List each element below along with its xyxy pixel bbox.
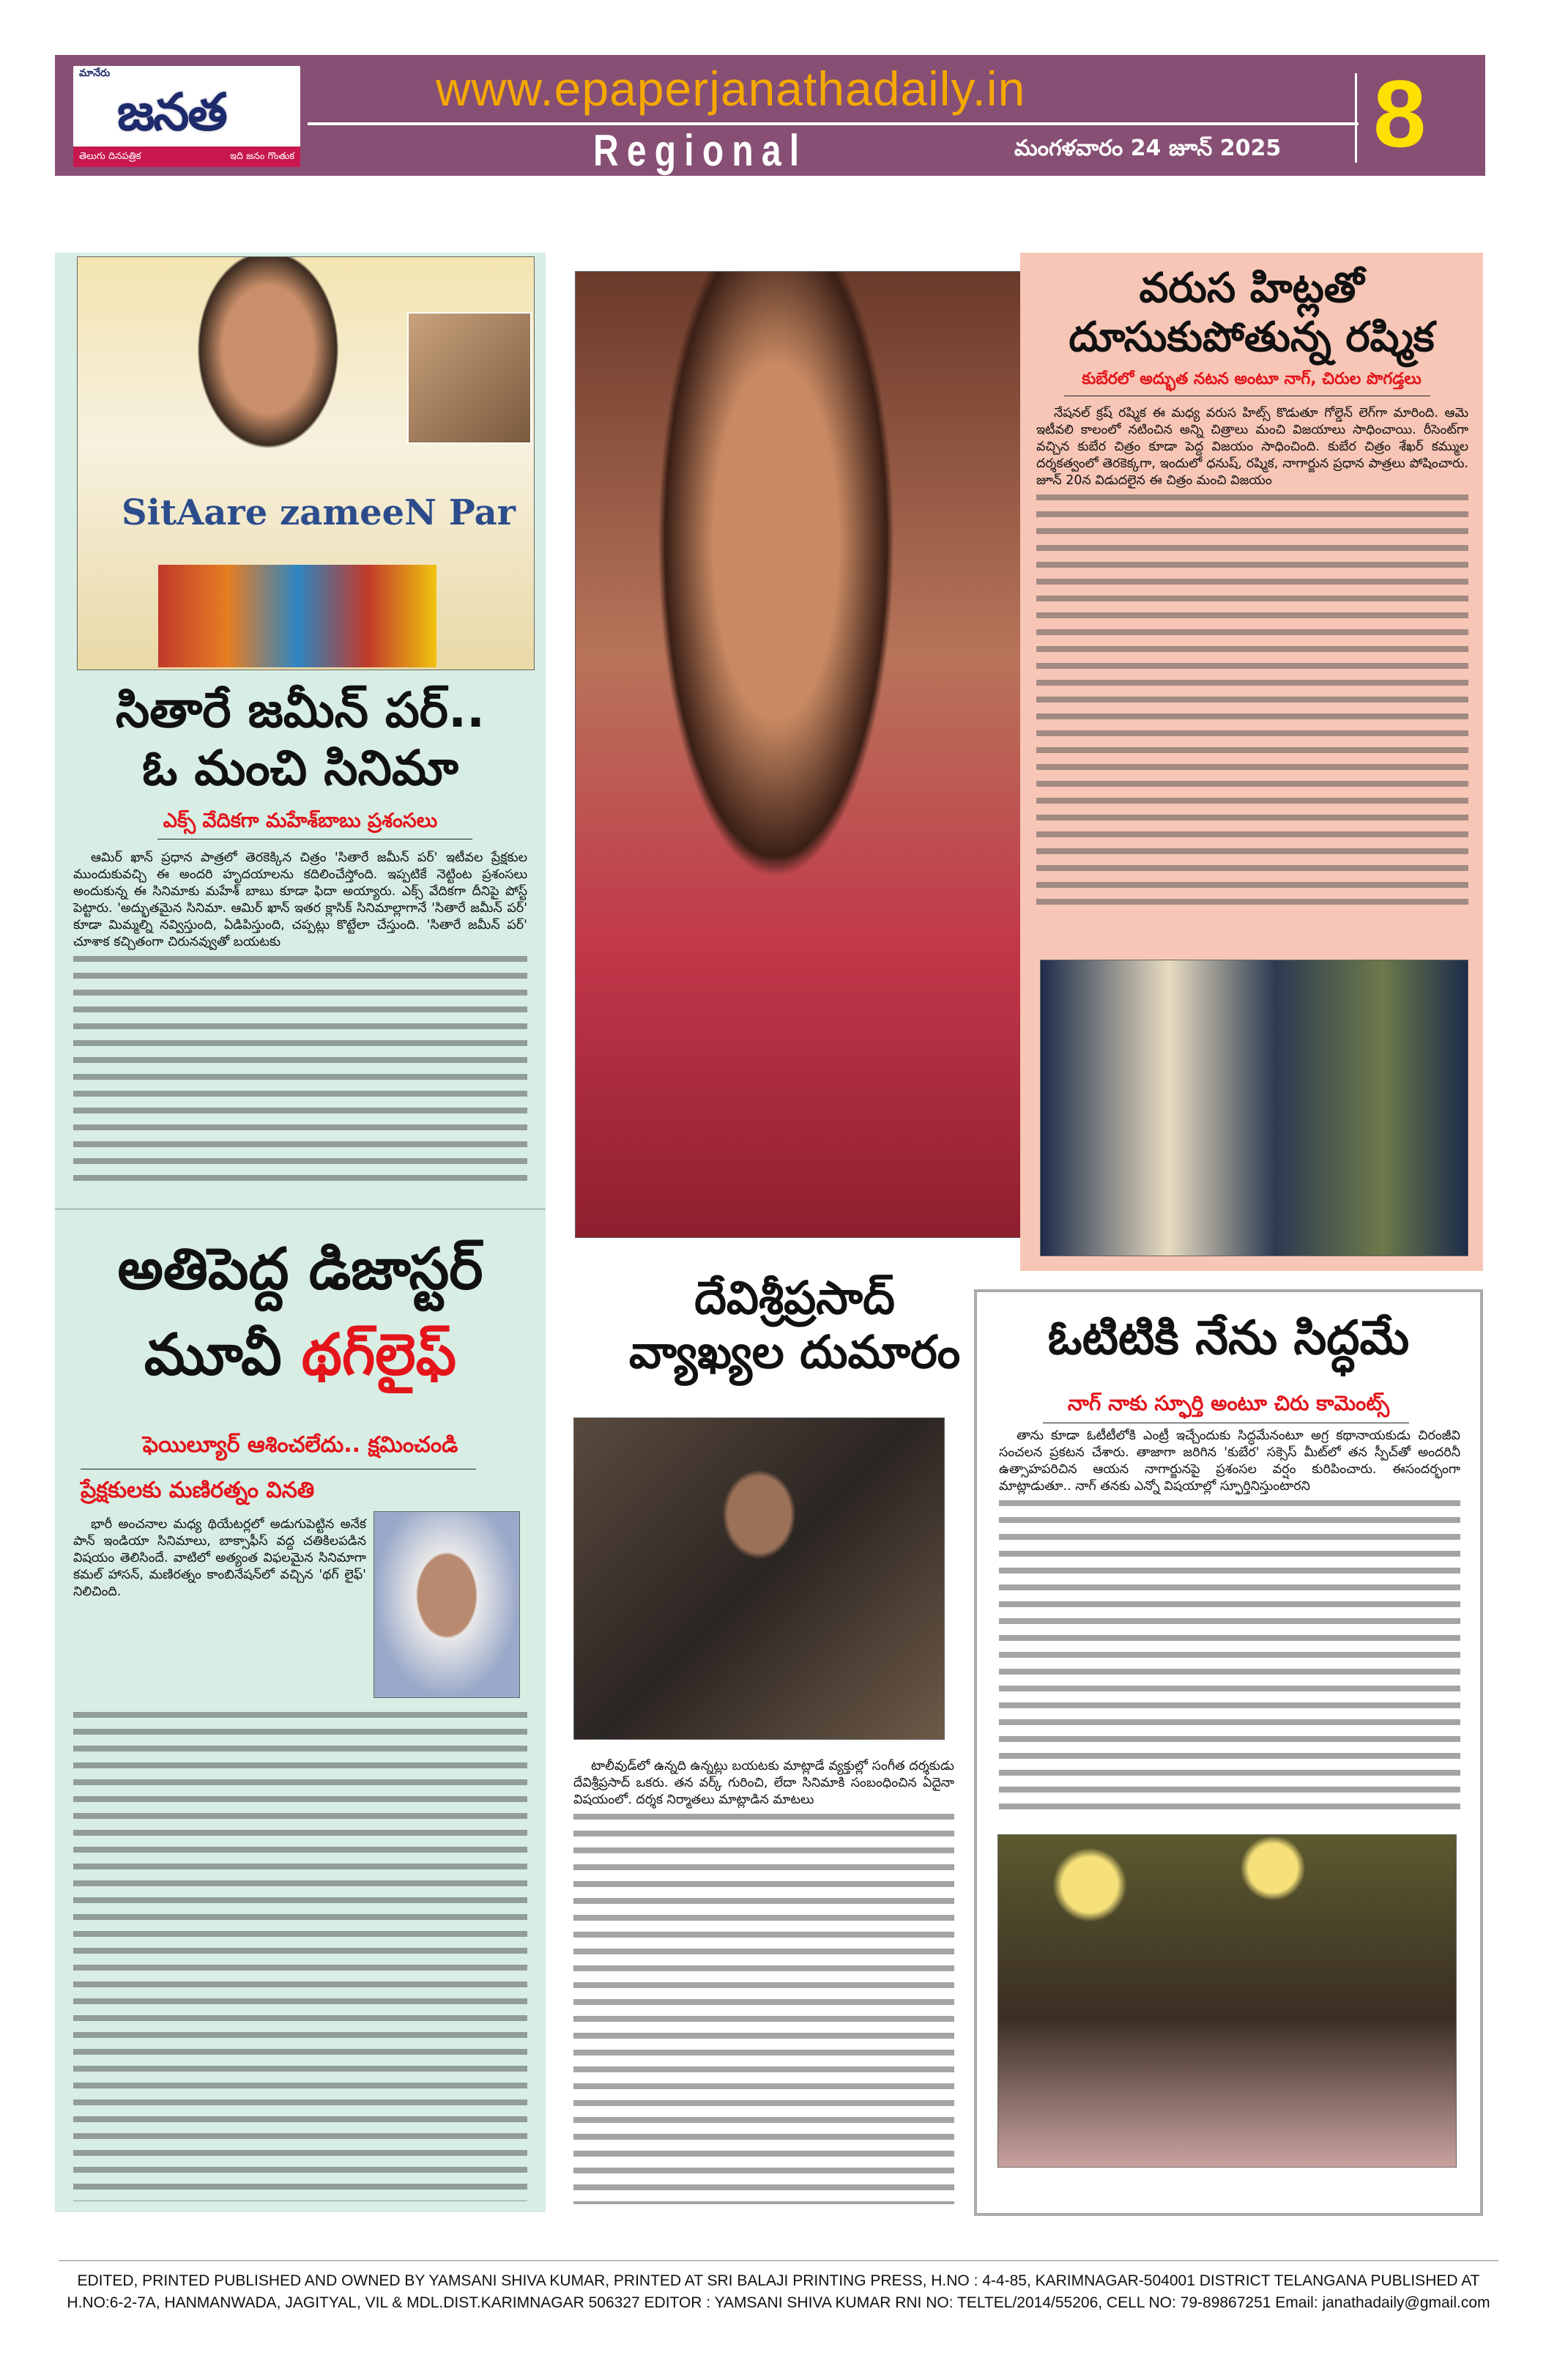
headline-line: ఓ మంచి సినిమా [142,740,458,797]
sitaare-poster-image [77,256,535,670]
sitaare-subhead: ఎక్స్ వేదికగా మహేశ్‌బాబు ప్రశంసలు [163,809,438,832]
dsp-headline [568,1271,1022,1380]
rashmika-headline [1020,264,1483,362]
maniratnam-photo [374,1511,520,1698]
rashmika-body [1036,405,1468,947]
sitaare-headline [62,681,538,797]
text-continuation [1036,489,1468,914]
ott-headline: ఓటిటికి నేను సిద్ధమే [1047,1311,1410,1365]
aamir-face-image [187,257,349,462]
rashmika-portrait-image [575,271,1022,1238]
ott-subhead: నాగ్ నాకు స్ఫూర్తి అంటూ చిరు కామెంట్స్ [1067,1391,1390,1415]
text-continuation [73,951,527,1185]
headline-highlight: థగ్‌లైఫ్ [301,1322,457,1388]
article-text: నేషనల్ క్రష్ రష్మిక ఈ మధ్య వరుస హిట్స్ కొడుతూ గోల్డెన్ లెగ్‌గా మారింది. ఆమె ఇటీవలి కాలంలో నటించిన అన్ని చిత్రాలు మంచి విజయాలు సాధించాయి. రీసెంట్‌గా వచ్చిన కుబేర చిత్రం కూడా పెద్ద విజయం సాధించింది. కుబేర చిత్రం శేఖర్ కమ్ముల దర్శకత్వంలో తెరకెక్కగా, ఇందులో ధనుష్, రష్మిక, నాగార్జున ప్రధాన పాత్రలు పోషించారు. జూన్ 20న విడుదలైన ఈ చిత్రం మంచి విజయం [1036,406,1468,488]
thuglife-headline [55,1227,546,1398]
footer-line: EDITED, PRINTED PUBLISHED AND OWNED BY YAMSANI SHIVA KUMAR, PRINTED AT SRI BALAJI PRINTING PRESS, H.NO : 4-4-85, KARIMNAGAR-504001 DISTRICT TELANGANA PUBLISHED AT [77,2272,1480,2289]
left-column [55,253,546,2212]
poster-title: SitAare zameeN Par [122,492,516,533]
nagarjuna-chiranjeevi-photo [997,1834,1457,2168]
header-vertical-divider [1355,73,1357,163]
text-continuation [999,1495,1460,1810]
headline-line: దేవిశ్రీప్రసాద్ [694,1271,895,1324]
dsp-studio-photo [573,1417,945,1740]
article-text: ఆమిర్ ఖాన్ ప్రధాన పాత్రలో తెరకెక్కిన చిత్రం 'సితారే జమీన్ పర్' ఇటీవల ప్రేక్షకుల ముందుకువచ్చి ఈ అందరి హృదయాలను కదిలించేస్తోంది. ఇప్పటికే నెట్టింట ప్రశంసలు అందుకున్న ఈ సినిమాకు మహేశ్ బాబు కూడా ఫిదా అయ్యారు. ఎక్స్ వేదికగా దీనిపై పోస్ట్ పెట్టారు. 'అద్భుతమైన సినిమా. ఆమిర్ ఖాన్ ఇతర క్లాసిక్ సినిమాల్లాగానే 'సితారే జమీన్ పర్' కూడా మిమ్మల్ని నవ్విస్తుంది, ఏడిపిస్తుంది, చప్పట్లు కొట్టేలా చేస్తుంది. 'సితారే జమీన్ పర్' చూశాక కచ్చితంగా చిరునవ్వుతో బయటకు [73,850,527,949]
article-text: భారీ అంచనాల మధ్య థియేటర్లలో అడుగుపెట్టిన అనేక పాన్ ఇండియా సినిమాలు, బాక్సాఫీస్ వద్ద చతికిలపడిన విషయం తెలిసిందే. వాటిలో అత్యంత విఫలమైన సినిమాగా కమల్ హాసన్, మణిరత్నం కాంబినేషన్‌లో వచ్చిన 'థగ్ లైఫ్' నిలిచింది. [73,1517,366,1599]
rashmika-subhead: కుబేరలో అద్భుత నటన అంటూ నాగ్, చిరుల పొగడ్తలు [1082,370,1422,388]
thuglife-subhead: ఫెయిల్యూర్ ఆశించలేదు.. క్షమించండి [142,1432,458,1458]
ott-article-box [974,1289,1483,2216]
logo-tag-left: తెలుగు దినపత్రిక [79,151,141,162]
masthead [55,55,1485,176]
logo-name: జనత [117,82,226,142]
text-continuation [573,1809,954,2204]
headline-line: మూవీ [144,1322,282,1388]
section-name: Regional [593,126,808,175]
article-text: టాలీవుడ్‌లో ఉన్నది ఉన్నట్లు బయటకు మాట్లాడే వ్యక్తుల్లో సంగీత దర్శకుడు దేవిశ్రీప్రసాద్ ఒకరు. తన వర్క్ గురించి, లేదా సినిమాకి సంబంధించిన ఏదైనా విషయంలో. దర్శక నిర్మాతలు మాట్లాడిన మాటలు [573,1759,954,1807]
logo-tag-right: ఇది జనం గొంతుక [229,151,294,162]
footer-line: H.NO:6-2-7A, HANMANWADA, JAGITYAL, VIL & MDL.DIST.KARIMNAGAR 506327 EDITOR : YAMSANI SHIVA KUMAR RNI NO: TELTEL/2014/55206, CELL NO: 79-89867251 Email: janathadaily@gmail.com [67,2294,1490,2311]
cast-group-image [158,565,436,667]
issue-date: మంగళవారం 24 జూన్ 2025 [1014,136,1282,161]
page-number: 8 [1373,60,1427,167]
ott-body [999,1428,1460,1827]
headline-line: వరుస హిట్లతో [1139,264,1364,312]
header-divider [308,122,1359,125]
newspaper-logo [73,66,300,167]
headline-line: దూసుకుపోతున్న రష్మిక [1069,314,1435,362]
text-continuation [73,1707,527,2201]
thuglife-subhead-2: ప్రేక్షకులకు మణిరత్నం వినతి [81,1478,315,1503]
dsp-body [573,1758,954,2205]
imprint-footer [59,2260,1498,2314]
rashmika-nagarjuna-photo [1040,960,1468,1256]
article-text: తాను కూడా ఓటీటీలోకి ఎంట్రీ ఇచ్చేందుకు సిద్ధమేనంటూ అగ్ర కథానాయకుడు చిరంజీవి సంచలన ప్రకటన చేశారు. తాజాగా జరిగిన 'కుబేర' సక్సెస్ మీట్‌లో తన స్పీచ్‌తో అందరినీ ఉత్సాహపరిచిన ఆయన నాగార్జునపై ప్రశంసల వర్షం కురిపించారు. ఈసందర్భంగా మాట్లాడుతూ.. నాగ్ తనకు ఎన్నో విషయాల్లో స్ఫూర్తినిస్తుంటారని [999,1428,1460,1494]
headline-line: అతిపెద్ద డిజాస్టర్ [117,1237,483,1302]
sitaare-body [73,850,527,1201]
mahesh-inset-image [407,312,532,444]
thuglife-body [73,1516,366,1703]
website-url[interactable]: www.epaperjanathadaily.in [436,62,1026,116]
headline-line: వ్యాఖ్యల దుమారం [628,1325,961,1379]
rashmika-article-box [1020,253,1483,1271]
logo-band [73,147,300,167]
logo-top-text: మానేరు [79,67,111,79]
headline-line: సితారే జమీన్ పర్.. [115,682,486,738]
